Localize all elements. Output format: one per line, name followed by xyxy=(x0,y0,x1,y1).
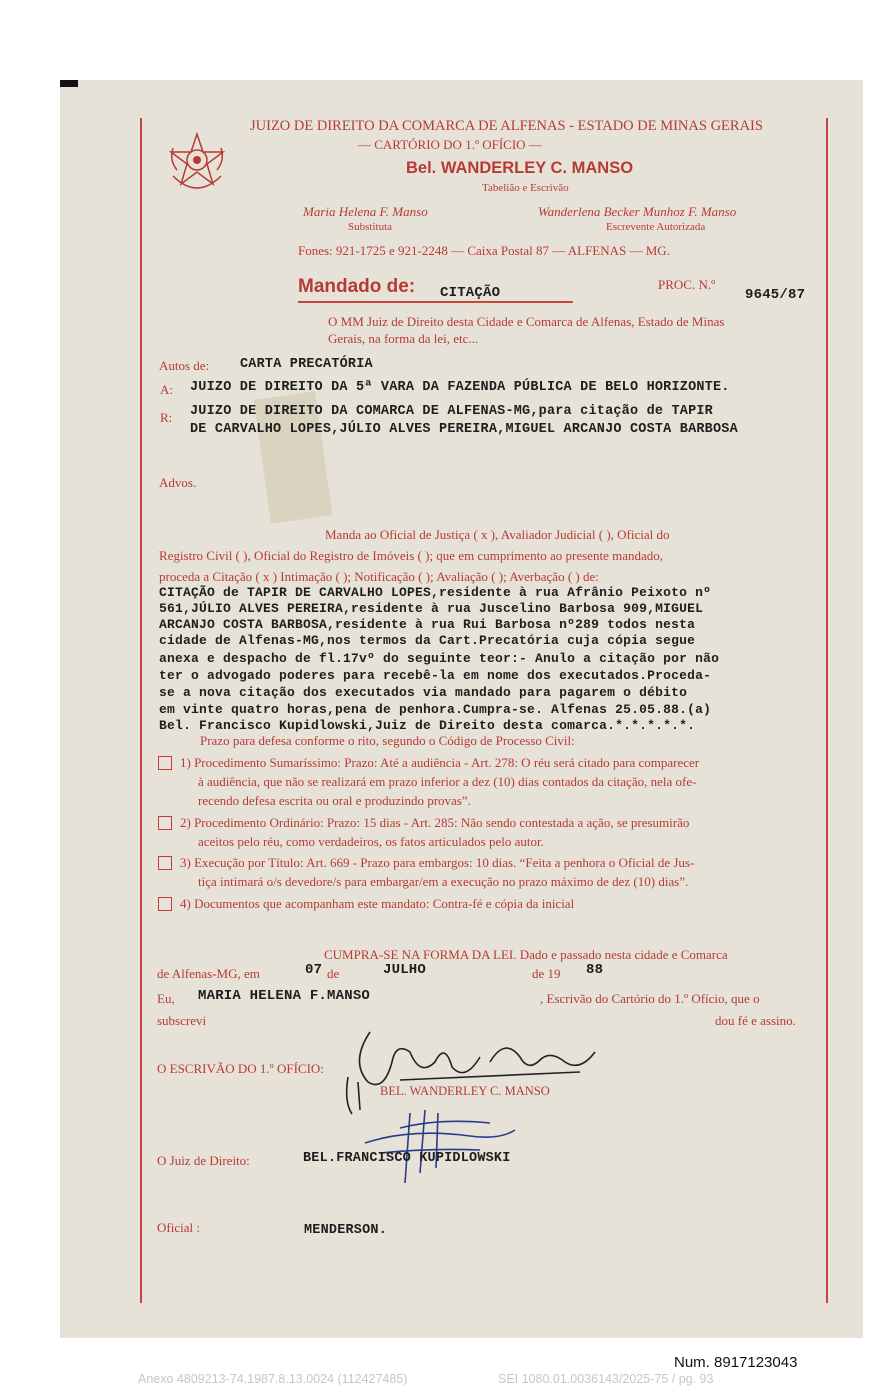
option-3-line-1: 3) Execução por Título: Art. 669 - Prazo para embargos: 10 dias. “Feita a penhora o Oficial de Jus- xyxy=(180,855,695,870)
option-2-line-2: aceitos pelo réu, como verdadeiros, os fatos articulados pelo autor. xyxy=(198,834,544,849)
escrivao-signature-label: O ESCRIVÃO DO 1.º OFÍCIO: xyxy=(157,1061,324,1076)
judge-handwritten-signature xyxy=(350,1108,525,1188)
advos-label: Advos. xyxy=(159,475,197,490)
option-3-line-2: tiça intimará o/s devedore/s para embargar/em a execução no prazo máximo de dez (10) dias”. xyxy=(198,874,689,889)
autor-label: A: xyxy=(160,382,173,397)
escrivao-text: , Escrivão do Cartório do 1.º Ofício, que o xyxy=(540,991,760,1006)
prazo-intro: Prazo para defesa conforme o rito, segundo o Código de Processo Civil: xyxy=(200,733,575,748)
typed-line-2: 561,JÚLIO ALVES PEREIRA,residente à rua Juscelino Barbosa 909,MIGUEL xyxy=(159,601,704,616)
option-1-checkbox[interactable] xyxy=(158,756,172,770)
typed-line-8: em vinte quatro horas,pena de penhora.Cumpra-se. Alfenas 25.05.88.(a) xyxy=(159,702,712,717)
closing-de-2: de 19 xyxy=(532,966,561,981)
oficial-label: Oficial : xyxy=(157,1220,200,1235)
right-margin-rule xyxy=(826,118,828,1303)
option-2-line-1: 2) Procedimento Ordinário: Prazo: 15 dias - Art. 285: Não sendo contestada a ação, se presumirão xyxy=(180,815,690,830)
proc-number: 9645/87 xyxy=(745,287,806,303)
closing-year: 88 xyxy=(586,962,604,978)
closing-day: 07 xyxy=(305,962,323,978)
closing-date-prefix: de Alfenas-MG, em xyxy=(157,966,260,981)
typed-line-9: Bel. Francisco Kupidlowski,Juiz de Direito desta comarca.*.*.*.*.*. xyxy=(159,718,696,733)
closing-de-1: de xyxy=(327,966,340,981)
escrivao-signature-name: BEL. WANDERLEY C. MANSO xyxy=(380,1084,550,1098)
oficial-name: MENDERSON. xyxy=(304,1223,388,1238)
option-1-line-3: recendo defesa escrita ou oral e produzindo provas”. xyxy=(198,793,471,808)
closing-month: JULHO xyxy=(383,962,427,978)
cartorio-subtitle: — CARTÓRIO DO 1.º OFÍCIO — xyxy=(358,137,542,152)
typed-line-4: cidade de Alfenas-MG,nos termos da Cart.Precatória cuja cópia segue xyxy=(159,633,696,648)
juiz-signature-name: BEL.FRANCISCO KUPIDLOWSKI xyxy=(303,1151,511,1166)
notary-name: Bel. WANDERLEY C. MANSO xyxy=(406,159,634,177)
footer-num: Num. 8917123043 xyxy=(674,1354,798,1371)
reu-label: R: xyxy=(160,410,173,425)
intro-line-2: Gerais, na forma da lei, etc... xyxy=(328,331,479,346)
scribe-name: MARIA HELENA F.MANSO xyxy=(198,988,371,1004)
option-3-checkbox[interactable] xyxy=(158,856,172,870)
option-1-line-2: à audiência, que não se realizará em prazo inferior a dez (10) dias contados da citação, nela ofe- xyxy=(198,774,697,789)
mandado-value: CITAÇÃO xyxy=(440,285,501,301)
substitute-role: Substituta xyxy=(348,221,393,233)
option-4-line-1: 4) Documentos que acompanham este mandato: Contra-fé e cópia da inicial xyxy=(180,896,575,911)
eu-label: Eu, xyxy=(157,991,175,1006)
body-form-line-1: Manda ao Oficial de Justiça ( x ), Avaliador Judicial ( ), Oficial do xyxy=(325,527,670,542)
clerk-name: Wanderlena Becker Munhoz F. Manso xyxy=(538,204,737,219)
typed-line-5: anexa e despacho de fl.17vº do seguinte teor:- Anulo a citação por não xyxy=(159,651,720,666)
dou-fe-text: dou fé e assino. xyxy=(715,1013,796,1028)
autos-value: CARTA PRECATÓRIA xyxy=(240,357,373,372)
left-margin-rule xyxy=(140,118,142,1303)
proc-label: PROC. N.º xyxy=(658,277,716,292)
juiz-signature-label: O Juiz de Direito: xyxy=(157,1153,250,1168)
typed-line-7: se a nova citação dos executados via mandado para pagarem o débito xyxy=(159,685,688,700)
scan-corner-mark xyxy=(60,80,78,87)
footer-anexo: Anexo 4809213-74.1987.8.13.0024 (112427485) xyxy=(138,1372,408,1386)
intro-line-1: O MM Juiz de Direito desta Cidade e Comarca de Alfenas, Estado de Minas xyxy=(328,314,725,329)
body-form-line-2: Registro Civil ( ), Oficial do Registro de Imóveis ( ); que em cumprimento ao presente mandado, xyxy=(159,548,663,563)
footer-sei: SEI 1080.01.0036143/2025-75 / pg. 93 xyxy=(498,1372,714,1386)
body-form-line-3: proceda a Citação ( x ) Intimação ( ); Notificação ( ); Avaliação ( ); Averbação ( ) de: xyxy=(159,569,599,584)
subscrevi-label: subscrevi xyxy=(157,1013,207,1028)
clerk-role: Escrevente Autorizada xyxy=(606,221,706,233)
substitute-name: Maria Helena F. Manso xyxy=(303,204,428,219)
autos-label: Autos de: xyxy=(159,358,210,373)
coat-of-arms-seal xyxy=(163,130,231,202)
autor-value: JUIZO DE DIREITO DA 5ª VARA DA FAZENDA PÚBLICA DE BELO HORIZONTE. xyxy=(190,380,730,395)
contact-line: Fones: 921-1725 e 921-2248 — Caixa Postal 87 — ALFENAS — MG. xyxy=(298,243,670,258)
typed-line-6: ter o advogado poderes para recebê-la em nome dos executados.Proceda- xyxy=(159,668,712,683)
typed-line-1: CITAÇÃO de TAPIR DE CARVALHO LOPES,residente à rua Afrânio Peixoto nº xyxy=(159,585,712,600)
notary-title: Tabelião e Escrivão xyxy=(482,182,569,194)
reu-line-2: DE CARVALHO LOPES,JÚLIO ALVES PEREIRA,MIGUEL ARCANJO COSTA BARBOSA xyxy=(190,422,738,437)
reu-line-1: JUIZO DE DIREITO DA COMARCA DE ALFENAS-MG,para citação de TAPIR xyxy=(190,404,713,419)
closing-line-1: CUMPRA-SE NA FORMA DA LEI. Dado e passado nesta cidade e Comarca xyxy=(324,947,728,962)
mandado-label: Mandado de: xyxy=(298,276,416,297)
option-1-line-1: 1) Procedimento Sumaríssimo: Prazo: Até a audiência - Art. 278: O réu será citado para comparecer xyxy=(180,755,700,770)
option-4-checkbox[interactable] xyxy=(158,897,172,911)
mandado-underline xyxy=(298,301,573,303)
court-header: JUIZO DE DIREITO DA COMARCA DE ALFENAS - ESTADO DE MINAS GERAIS xyxy=(250,118,763,134)
option-2-checkbox[interactable] xyxy=(158,816,172,830)
escrivao-handwritten-signature xyxy=(340,1022,605,1122)
typed-line-3: ARCANJO COSTA BARBOSA,residente à rua Rui Barbosa nº289 todos nesta xyxy=(159,617,696,632)
